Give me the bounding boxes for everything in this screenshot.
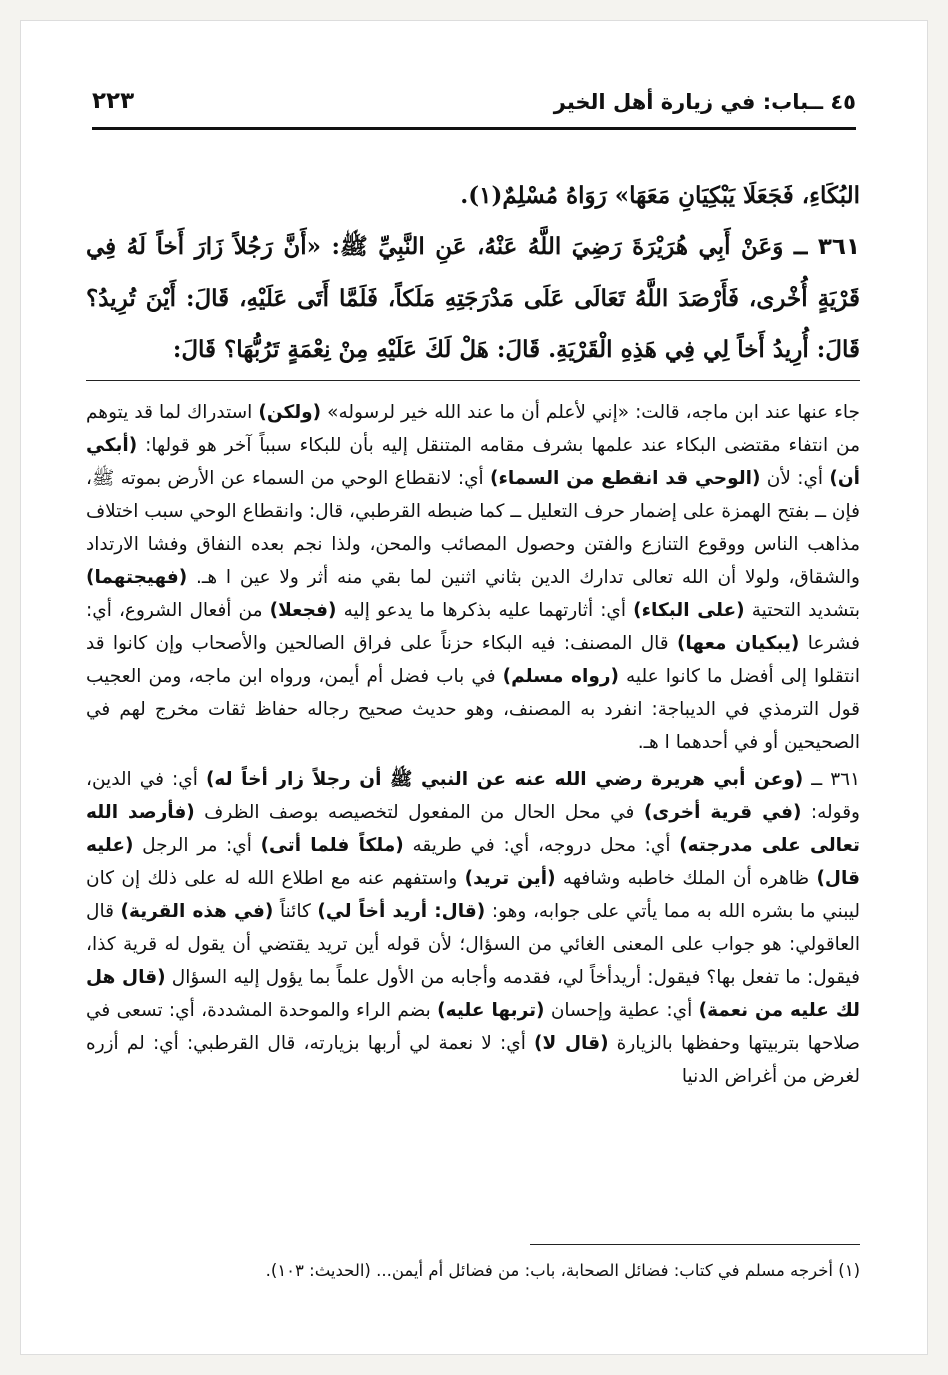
commentary-text: أي: لأن [760, 468, 830, 489]
hadith-text-block [86, 170, 860, 375]
bold-quote: (قال هل لك عليه من نعمة) [86, 967, 861, 1021]
footnote: (١) أخرجه مسلم في كتاب: فضائل الصحابة، باب: من فضائل أم أيمن... (الحديث: ١٠٣). [265, 1261, 860, 1280]
commentary-paragraph-2 [86, 763, 860, 1093]
commentary-text: في باب فضل أم أيمن، ورواه ابن ماجه، ومن العجيب قول الترمذي في الديباجة: انفرد به المصنف، وهو حديث صحيح رجاله حفاظ ثقات مخرج لهم في الصحيحين أو في أحدهما ا هـ. [86, 666, 860, 753]
commentary-text: واستفهم عنه مع اطلاع الله له على ذلك إن كان ليبني ما بشره الله به مما يأتي على جوابه، وهو: [86, 868, 860, 922]
bold-quote: (ولكن) [258, 402, 322, 423]
bold-quote: (في قرية أخرى) [643, 802, 802, 823]
footnote-rule [530, 1244, 860, 1245]
text-commentary-separator [86, 380, 860, 381]
commentary-text: قال العاقولي: هو جواب على المعنى الغائي من السؤال؛ لأن قوله أين تريد يقتضي أن يقول له قرية كذا، فيقول: ما تفعل بها؟ فيقول: أريدأخاً لي، فقدمه وأجابه من الأول علماً بما يؤول إليه السؤال [86, 901, 860, 988]
commentary-text: بتشديد التحتية [744, 600, 860, 621]
bold-quote: (رواه مسلم) [502, 666, 619, 687]
bold-quote: (قال لا) [534, 1033, 609, 1054]
bold-quote: (عليه قال) [86, 835, 861, 889]
bold-quote: (فأرصد الله تعالى على مدرجته) [86, 802, 860, 856]
commentary-text: أي: في الدين، وقوله: [86, 769, 860, 823]
page-header [92, 86, 856, 130]
bold-quote: (فهيجتهما) [86, 567, 188, 588]
hadith-361 [86, 221, 860, 375]
header-rule [92, 127, 856, 130]
bold-quote: (ملكاً فلما أتى) [260, 835, 404, 856]
commentary-text: أي: محل دروجه، أي: في طريقه [403, 835, 680, 856]
bold-quote: (وعن أبي هريرة رضي الله عنه عن النبي ﷺ أن رجلاً زار أخاً له) [205, 769, 804, 790]
commentary-text: أي: أثارتهما عليه بذكرها ما يدعو إليه [336, 600, 634, 621]
commentary-text: جاء عنها عند ابن ماجه، قالت: «إني لأعلم أن ما عند الله خير لرسوله» [321, 402, 860, 423]
commentary-text: أي: لانقطاع الوحي من السماء عن الأرض بموته ﷺ، فإن ــ بفتح الهمزة على إضمار حرف التعليل ــ كما ضبطه القرطبي، قال: وانقطاع الوحي سبب اختلاف مذاهب الناس ووقوع التنازع والفتن وحصول المصائب والمحن، ولذا نجم بعده النفاق وفشا الارتداد والشقاق، ولولا أن الله تعالى تدارك الدين بثاني اثنين لما بقي منه أثر ولا عين ا هـ. [86, 468, 860, 588]
commentary-text: أي: عطية وإحسان [544, 1000, 699, 1021]
commentary-text: ظاهره أن الملك خاطبه وشافهه [555, 868, 817, 889]
hadith-number: ٣٦١ [817, 234, 860, 260]
chapter-title: ٤٥ ــباب: في زيارة أهل الخير [553, 90, 856, 114]
bold-quote: (أين تريد) [464, 868, 556, 889]
bold-quote: (في هذه القرية) [120, 901, 274, 922]
commentary-text: أي: مر الرجل [133, 835, 261, 856]
commentary-text: كائناً [273, 901, 318, 922]
commentary-text: استدراك لما قد يتوهم من انتفاء مقتضى البكاء عند علمها بشرف مقامه المتنقل إليه بأن للبكاء سبباً آخر هو قولها: [86, 402, 860, 456]
commentary-block [86, 396, 860, 1093]
bold-quote: (يبكيان معها) [676, 633, 800, 654]
bold-quote: (قال: أريد أخاً لي) [317, 901, 486, 922]
commentary-text: ٣٦١ ــ [803, 769, 861, 790]
hadith-body: ــ وَعَنْ أَبِي هُرَيْرَةَ رَضِيَ اللَّهُ عَنْهُ، عَنِ النَّبِيِّ ﷺ: «أَنَّ رَجُلاً زَارَ أَخاً لَهُ فِي قَرْيَةٍ أُخْرى، فَأَرْصَدَ اللَّهُ تَعَالَى عَلَى مَدْرَجَتِهِ مَلَكاً، فَلَمَّا أَتَى عَلَيْهِ، قَالَ: أَيْنَ تُرِيدُ؟ قَالَ: أُرِيدُ أَخاً لِي فِي هَذِهِ الْقَرْيَةِ. قَالَ: هَلْ لَكَ عَلَيْهِ مِنْ نِعْمَةٍ تَرُبُّهَا؟ قَالَ: [86, 233, 860, 363]
bold-quote: (على البكاء) [633, 600, 745, 621]
commentary-text: أي: لا نعمة لي أربها بزيارته، قال القرطبي: أي: لم أزره لغرض من أغراض الدنيا [86, 1033, 860, 1087]
commentary-text: من أفعال الشروع، أي: فشرعا [86, 600, 860, 654]
commentary-paragraph-1 [86, 396, 860, 759]
bold-quote: (فجعلا) [269, 600, 337, 621]
commentary-text: بضم الراء والموحدة المشددة، أي: تسعى في صلاحها بتربيتها وحفظها بالزيارة [86, 1000, 860, 1054]
commentary-text: قال المصنف: فيه البكاء حزناً على فراق الصالحين والأصحاب وإن كانوا قد انتقلوا إلى أفضل ما كانوا عليه [86, 633, 860, 687]
page-number: ٢٢٣ [92, 88, 135, 114]
bold-quote: (الوحي قد انقطع من السماء) [490, 468, 761, 489]
previous-hadith-ending: البُكَاءِ، فَجَعَلَا يَبْكِيَانِ مَعَهَا» رَوَاهُ مُسْلِمٌ(١). [460, 182, 860, 209]
bold-quote: (أبكي أن) [86, 435, 860, 489]
bold-quote: (تربها عليه) [437, 1000, 545, 1021]
commentary-text: في محل الحال من المفعول لتخصيصه بوصف الظرف [194, 802, 644, 823]
